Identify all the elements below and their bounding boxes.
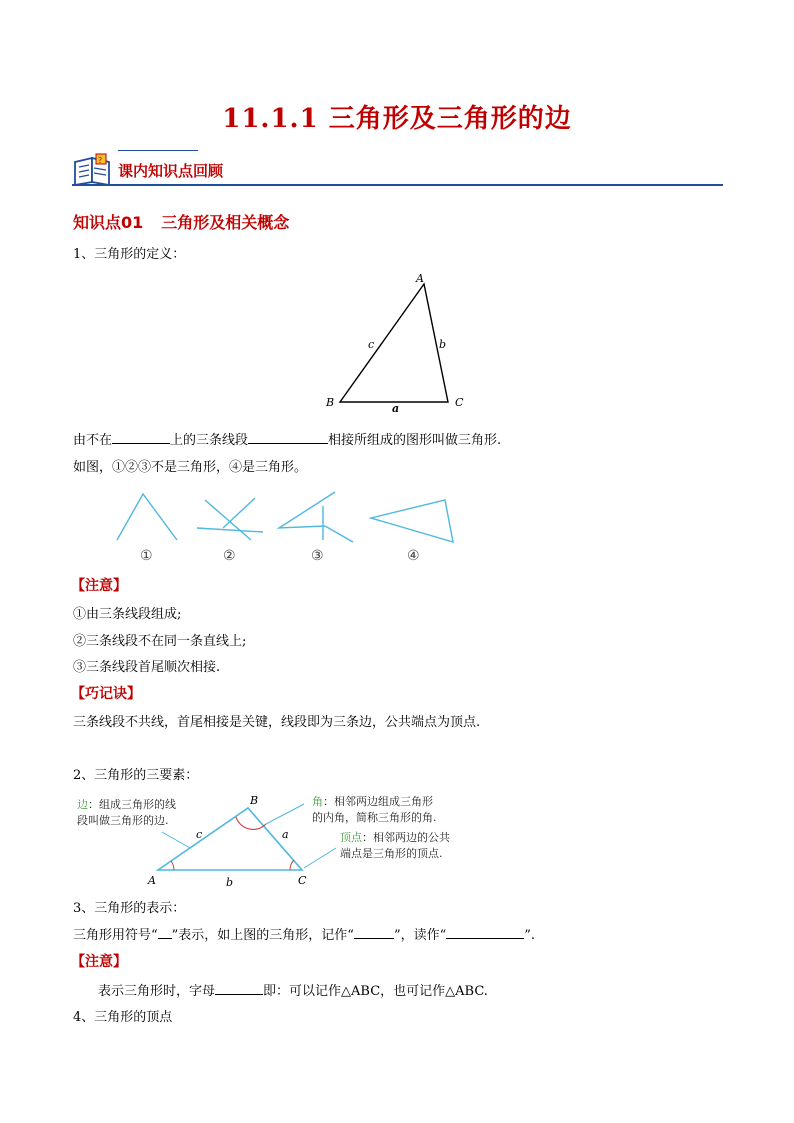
notation-blank-read[interactable] xyxy=(446,924,524,939)
side-note-text-2: 段叫做三角形的边. xyxy=(77,814,169,827)
example-label-4: ④ xyxy=(407,548,420,564)
item1-heading: 1、三角形的定义： xyxy=(73,247,186,262)
angle-note xyxy=(312,794,437,826)
side-note-key: 边 xyxy=(77,798,88,811)
vertex-label-b: B xyxy=(326,396,335,409)
definition-text-3: 相接所组成的图形叫做三角形. xyxy=(328,433,502,448)
note-3: ③三条线段首尾顺次相接. xyxy=(73,660,221,675)
triangle-examples-figure xyxy=(105,488,465,548)
item4-heading: 4、三角形的顶点 xyxy=(73,1010,173,1025)
note-1: ①由三条线段组成; xyxy=(73,607,182,622)
mnemonic-text: 三条线段不共线，首尾相接是关键，线段即为三条边，公共端点为顶点. xyxy=(73,715,481,730)
angle-note-text-2: 的内角，简称三角形的角. xyxy=(312,811,437,824)
book-icon xyxy=(72,152,114,186)
definition-blank-1[interactable] xyxy=(112,429,170,444)
notation-blank-symbol[interactable] xyxy=(158,924,172,939)
page-title: 11.1.1 三角形及三角形的边 xyxy=(222,104,572,134)
elements-vertex-b: B xyxy=(250,794,259,807)
angle-note-text-1: ：相邻两边组成三角形 xyxy=(323,795,433,808)
section-rule xyxy=(72,184,723,186)
svg-text:?: ? xyxy=(98,156,103,165)
notation-line xyxy=(73,924,535,943)
elements-side-a: a xyxy=(282,828,289,841)
side-label-a: a xyxy=(392,402,400,415)
item3-heading: 3、三角形的表示： xyxy=(73,901,186,916)
definition-line xyxy=(73,429,501,448)
triangle-abc-figure xyxy=(320,268,470,418)
knowledge-point-name: 三角形及相关概念 xyxy=(161,213,290,232)
notation-note xyxy=(98,980,488,999)
notation-note-text-2: 即：可以记作△ABC，也可记作△ABC. xyxy=(263,984,488,999)
elements-vertex-a: A xyxy=(148,874,156,887)
vertex-label-a: A xyxy=(416,272,424,285)
section-top-rule xyxy=(118,150,198,151)
example-label-3: ③ xyxy=(311,548,324,564)
elements-side-c: c xyxy=(196,828,203,841)
item2-heading: 2、三角形的三要素： xyxy=(73,768,199,783)
note-heading-3: 【注意】 xyxy=(71,954,127,970)
vertex-note-text-1: ：相邻两边的公共 xyxy=(362,831,450,844)
side-note xyxy=(77,797,176,829)
notation-text-2: ”表示，如上图的三角形，记作“ xyxy=(171,928,354,943)
notation-text-3: ”，读作“ xyxy=(393,928,447,943)
elements-side-b: b xyxy=(226,876,234,889)
note-2: ②三条线段不在同一条直线上; xyxy=(73,634,247,649)
side-note-text-1: ：组成三角形的线 xyxy=(88,798,176,811)
notation-note-text-1: 表示三角形时，字母 xyxy=(98,984,216,999)
side-label-c: c xyxy=(368,338,375,351)
notation-text-1: 三角形用符号“ xyxy=(73,928,158,943)
knowledge-point-title xyxy=(73,210,289,233)
angle-note-key: 角 xyxy=(312,795,323,808)
vertex-note-key: 顶点 xyxy=(340,831,362,844)
examples-text: 如图，①②③不是三角形，④是三角形。 xyxy=(73,460,308,475)
definition-text-1: 由不在 xyxy=(73,433,113,448)
example-1-shape xyxy=(117,494,177,540)
note-heading-1: 【注意】 xyxy=(71,578,127,594)
notation-note-blank[interactable] xyxy=(215,980,263,995)
knowledge-point-number: 知识点01 xyxy=(73,213,144,232)
definition-blank-2[interactable] xyxy=(248,429,328,444)
definition-text-2: 上的三条线段 xyxy=(170,433,249,448)
vertex-note xyxy=(340,830,450,862)
notation-blank-write[interactable] xyxy=(354,924,394,939)
section-label: 课内知识点回顾 xyxy=(118,162,224,180)
example-label-2: ② xyxy=(223,548,236,564)
vertex-label-c: C xyxy=(455,396,464,409)
example-label-1: ① xyxy=(140,548,153,564)
elements-vertex-c: C xyxy=(298,874,307,887)
vertex-note-text-2: 端点是三角形的顶点. xyxy=(340,847,443,860)
notation-text-4: ”. xyxy=(524,928,536,943)
side-label-b: b xyxy=(439,338,447,351)
mnemonic-heading: 【巧记诀】 xyxy=(71,686,141,702)
